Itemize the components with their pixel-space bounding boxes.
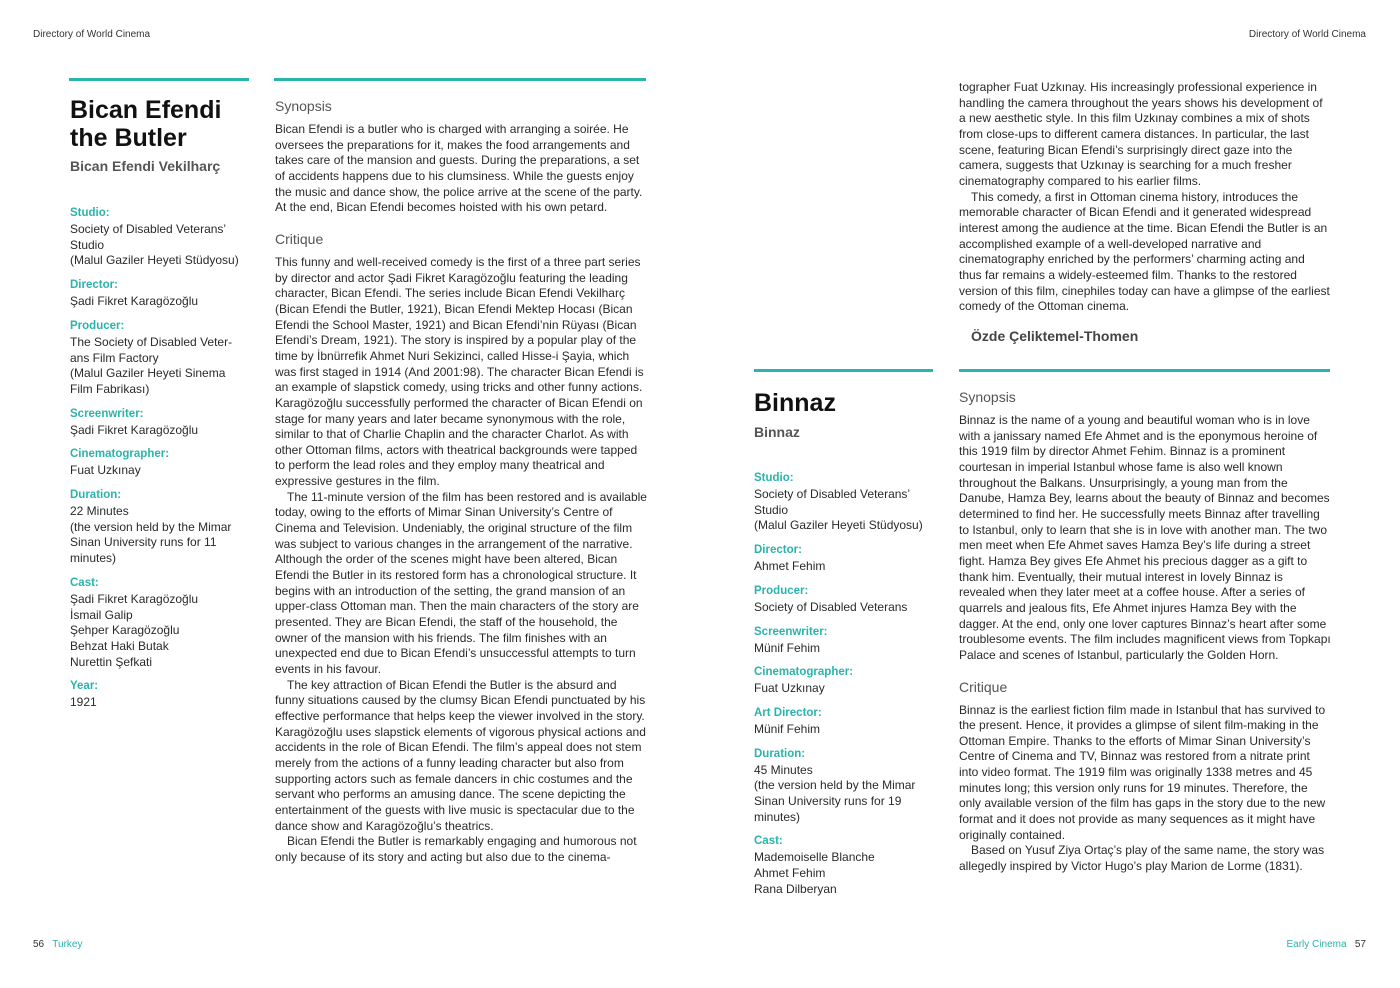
credit-value-line: (Malul Gaziler Heyeti Sinema: [70, 366, 226, 381]
paragraph: The 11-minute version of the film has been restored and is available today, owing to the efforts of Mimar Sinan University’s Centre of Cinema and Television. Undeniably, the original structure of the film was subject to various changes in the arrangement of the narrative. Although the order of the scenes might have been altered, Bican Efendi the Butler in its restored form has a chronological structure. It begins with an introduction of the setting, the grand mansion of an upper-class Ottoman man. Then the main characters of the story are presented. They are Bican Efendi, the staff of the household, the owner of the mansion with his friends. The film finishes with an unexpected end due to Bican Efendi’s unsuccessful attempts to turn events in his favour.: [275, 489, 647, 676]
paragraph: The key attraction of Bican Efendi the Butler is the absurd and funny situations caused by the clumsy Bican Efendi punctuated by his effective performance that helps keep the viewer involved in the story. Karagözoğlu uses slapstick elements of vigorous physical actions and accidents in the role of Bican Efendi. The film’s appeal does not stem merely from the actions of a funny leading character but also from supporting actors such as female dancers in chic costumes and the servant who performs an amusing dance. The scene depicting the entertainment of the guests with live music is spectacular due to the dance show and Karagözoğlu’s theatrics.: [275, 677, 646, 833]
credit-value-line: Ahmet Fehim: [754, 559, 826, 574]
credit-value-line: Film Fabrikası): [70, 381, 150, 396]
film2-synopsis-heading: Synopsis: [959, 389, 1016, 405]
film1-synopsis: Bican Efendi is a butler who is charged with arranging a soirée. He oversees the preparations for it, makes the food arrangements and takes care of the mansion and guests. During the preparations, a set of accidents happens due to his clumsiness. While the guests enjoy the music and dance show, the police arrive at the scene of the party. At the end, Bican Efendi becomes hoisted with his own petard.: [275, 122, 643, 215]
section-name-left: Turkey: [52, 939, 83, 950]
credit-label: Cast:: [70, 576, 99, 589]
film1-synopsis-heading: Synopsis: [275, 98, 332, 114]
credit-value-line: Fuat Uzkınay: [754, 681, 825, 696]
credit-value-line: İsmail Galip: [70, 607, 133, 622]
credit-label: Year:: [70, 680, 99, 693]
credit-value-line: Studio: [70, 237, 105, 252]
credit-value-line: Sinan University runs for 19: [754, 794, 902, 809]
credit-value: [70, 592, 250, 671]
film1-title: Bican Efendi the Butler: [70, 96, 222, 152]
paragraph: This funny and well-received comedy is the first of a three part series by director and actor Şadi Fikret Karagözoğlu featuring the leading character, Bican Efendi. The series include Bican Efendi Vekilharç (Bican Efendi the Butler, 1921), Bican Efendi Mektep Hocası (Bican Efendi the School Master, 1921) and Bican Efendi’nin Rüyası (Bican Efendi’s Dream, 1921). The story is inspired by a popular play of the time by İbnürrefik Ahmet Nuri Sekizinci, called Hisse-i Şayia, which was first staged in 1914 (And 2001:98). The character Bican Efendi is an example of slapstick comedy, using tricks and other funny actions. Karagözoğlu successfully performed the character of Bican Efendi on stage for many years and later became synonymous with the role, similar to that of Charlie Chaplin and the character Charlot. As with other Ottoman films, actors with theatrical backgrounds were tapped to perform the lead roles and they employ many theatrical and expressive gestures in the film.: [275, 254, 644, 489]
credit-label: Screenwriter:: [754, 625, 828, 638]
credit-label: Director:: [70, 279, 118, 292]
credit-label: Art Director:: [754, 706, 822, 719]
running-head-left: Directory of World Cinema: [33, 29, 151, 40]
credit-value-line: minutes): [70, 551, 117, 566]
credit-value-line: (the version held by the Mimar: [754, 778, 916, 793]
paragraph: Bican Efendi the Butler is remarkably engaging and humorous not only because of its story and acting but also due to the cinema-: [275, 834, 637, 864]
credit-value-line: Münif Fehim: [754, 721, 821, 736]
credit-label: Duration:: [70, 489, 122, 502]
running-head-right: Directory of World Cinema: [1248, 29, 1366, 40]
film1-original-title: Bican Efendi Vekilharç: [70, 158, 221, 174]
credit-value: [70, 504, 250, 567]
credit-value: [70, 423, 250, 439]
credit-value-line: (the version held by the Mimar: [70, 519, 232, 534]
film2-credits: [754, 472, 934, 908]
film1-critique-continued: [959, 80, 1330, 315]
film1-critique: [275, 255, 647, 866]
credit-value: [754, 722, 934, 738]
page-number-left: 56: [33, 939, 45, 950]
paragraph: Binnaz is the earliest fiction film made in Istanbul that has survived to the present. Hence, it provides a glimpse of silent film-making in the Ottoman Empire. Thanks to the efforts of Mimar Sinan University’s Centre of Cinema and TV, Binnaz was restored from a nitrate print into video format. The 1919 film was originally 1338 metres and 45 minutes long; this version only runs for 19 minutes. Therefore, the only available version of the film has gaps in the story due to the new format and it does not provide as many sequences as it might have originally contained.: [959, 702, 1326, 842]
credit-value: [70, 695, 250, 711]
film1-credits: [70, 207, 250, 721]
credit-value-line: Şadi Fikret Karagözoğlu: [70, 591, 199, 606]
credit-value: [754, 641, 934, 657]
film2-critique-heading: Critique: [959, 678, 1008, 695]
credit-value-line: Society of Disabled Veterans’: [754, 487, 911, 501]
credit-value-line: Şadi Fikret Karagözoğlu: [70, 294, 199, 309]
accent-rule-film1-credits: [69, 78, 249, 81]
credit-value-line: Society of Disabled Veterans: [754, 599, 908, 614]
credit-value-line: 45 Minutes: [754, 762, 813, 777]
film1-author: Özde Çeliktemel-Thomen: [971, 327, 1139, 344]
credit-value: [754, 681, 934, 697]
credit-value-line: Rana Dilberyan: [754, 881, 837, 896]
film2-original-title: Binnaz: [754, 424, 800, 440]
credit-value-line: Behzat Haki Butak: [70, 638, 169, 653]
accent-rule-film1-text: [274, 78, 646, 81]
credit-value-line: ans Film Factory: [70, 350, 159, 365]
credit-label: Cinematographer:: [70, 448, 170, 461]
credit-value: [754, 763, 934, 826]
film1-text-column: [275, 97, 647, 866]
paragraph: Based on Yusuf Ziya Ortaç’s play of the same name, the story was allegedly inspired by Victor Hugo’s play Marion de Lorme (1831).: [959, 843, 1325, 874]
accent-rule-film2-credits: [754, 369, 933, 372]
credit-value-line: Fuat Uzkınay: [70, 463, 141, 478]
folio-left: [33, 939, 82, 950]
credit-value-line: Studio: [754, 502, 789, 517]
credit-label: Studio:: [754, 472, 794, 484]
credit-value-line: Ahmet Fehim: [754, 866, 826, 881]
paragraph: This comedy, a first in Ottoman cinema history, introduces the memorable character of Bican Efendi and it generated widespread interest among the audience at the time. Bican Efendi the Butler is an accomplished example of a well-developed narrative and cinematography enriched by the performers’ charming acting and thus far remains a widely-esteemed film. Thanks to the restored version of this film, cinephiles today can have a glimpse of the earliest comedy of the Ottoman cinema.: [959, 189, 1330, 314]
credit-value-line: Sinan University runs for 11: [70, 535, 217, 550]
film2-text-column: [959, 388, 1331, 875]
credit-value: [70, 335, 250, 398]
credit-value-line: (Malul Gaziler Heyeti Stüdyosu): [754, 518, 923, 533]
credit-value-line: Mademoiselle Blanche: [754, 850, 875, 865]
credit-value-line: 1921: [70, 695, 97, 710]
credit-value: [754, 850, 934, 897]
credit-value-line: Münif Fehim: [754, 640, 821, 655]
credit-value: [754, 487, 934, 534]
credit-value-line: Şehper Karagözoğlu: [70, 623, 180, 638]
credit-value-line: Nurettin Şefkati: [70, 654, 153, 669]
accent-rule-film2-text: [959, 369, 1330, 372]
credit-label: Studio:: [70, 207, 110, 219]
credit-value-line: The Society of Disabled Veter-: [70, 334, 233, 349]
credit-value: [70, 463, 250, 479]
film2-critique: [959, 703, 1331, 875]
credit-label: Producer:: [754, 584, 809, 597]
page-number-right: 57: [1354, 939, 1366, 950]
credit-value: [70, 294, 250, 310]
credit-value-line: Şadi Fikret Karagözoğlu: [70, 422, 199, 437]
credit-value: [70, 222, 250, 269]
credit-value-line: (Malul Gaziler Heyeti Stüdyosu): [70, 253, 239, 268]
credit-value-line: minutes): [754, 809, 801, 824]
credit-label: Cast:: [754, 835, 783, 848]
credit-value: [754, 600, 934, 616]
credit-label: Screenwriter:: [70, 407, 144, 420]
film1-critique-continued-column: [959, 80, 1330, 345]
section-name-right: Early Cinema: [1286, 939, 1347, 950]
folio-right: [1287, 939, 1367, 950]
credit-value-line: Society of Disabled Veterans’: [70, 222, 227, 236]
credit-label: Director:: [754, 544, 802, 557]
credit-label: Duration:: [754, 747, 806, 760]
film1-critique-heading: Critique: [275, 230, 324, 247]
credit-value: [754, 559, 934, 575]
credit-value-line: 22 Minutes: [70, 504, 129, 519]
credit-label: Cinematographer:: [754, 666, 854, 679]
paragraph: tographer Fuat Uzkınay. His increasingly professional experience in handling the camera throughout the years shows his development of a new aesthetic style. In this film Uzkınay combines a mix of shots from close-ups to different camera distances. In particular, the last scene, featuring Bican Efendi’s surprisingly direct gaze into the camera, suggests that Uzkınay is searching for a much fresher cinematography compared to his earlier films.: [959, 80, 1323, 188]
credit-label: Producer:: [70, 319, 125, 332]
film2-synopsis: Binnaz is the name of a young and beautiful woman who is in love with a janissary named Efe Ahmet and is the eponymous heroine of this 1919 film by director Ahmet Fehim. Binnaz is a prominent courtesan in imperial Istanbul whose fame is also well known throughout the Balkans. Unsurprisingly, a young man from the Danube, Hamza Bey, learns about the beauty of Binnaz and becomes determined to find her. He successfully meets Binnaz after travelling to Istanbul, only to learn that she is in love with another man. The two men meet when Efe Ahmet saves Hamza Bey’s life during a street fight. Hamza Bey gives Efe Ahmet his precious dagger as a gift to thank him. Eventually, their mutual interest in lovely Binnaz is revealed when they later meet at a coffee house. After a series of quarrels and jealous fits, Efe Ahmet injures Hamza Bey with the dagger. At the end, only one lover captures Binnaz’s heart after some troublesome events. The film includes magnificent views from Topkapı Palace and scenes of Istanbul, particularly the Golden Horn.: [959, 413, 1331, 662]
film2-title: Binnaz: [754, 389, 836, 417]
